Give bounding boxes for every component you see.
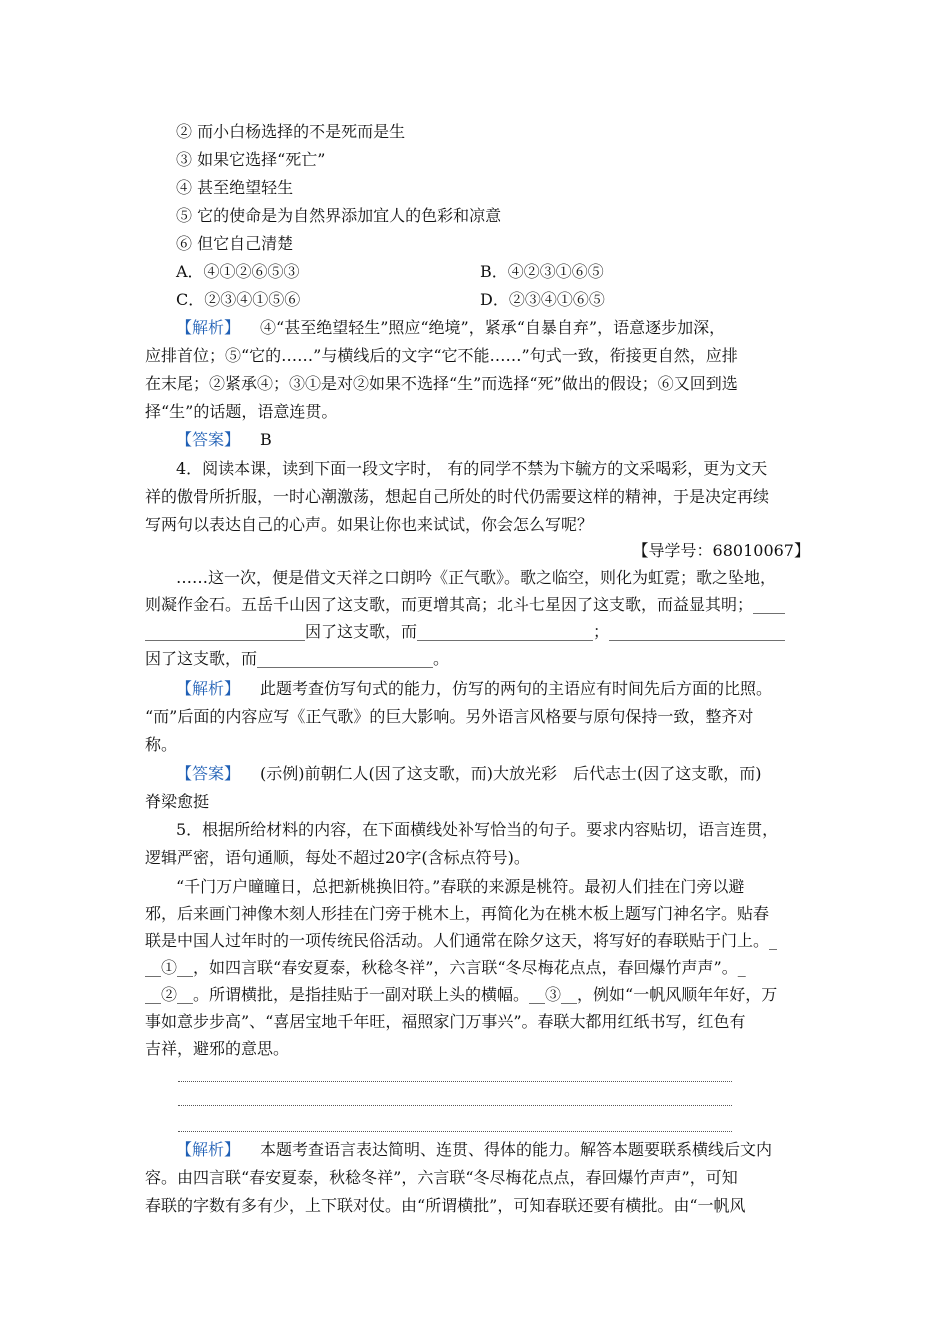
option-item-2: ② 而小白杨选择的不是死而是生 xyxy=(176,122,406,141)
answer-tag: 【答案】 xyxy=(176,430,241,449)
choice-b: B．④②③①⑥⑤ xyxy=(480,262,604,281)
answer-rule-3 xyxy=(178,1131,732,1132)
q5-analysis-line-1 xyxy=(176,1139,772,1161)
option-item-5: ⑤ 它的使命是为自然界添加宜人的色彩和凉意 xyxy=(176,206,502,225)
q5-analysis-line-2: 容。由四言联“春安夏泰，秋稔冬祥”，六言联“冬尽梅花点点，春回爆竹声声”，可知 xyxy=(145,1168,738,1187)
q4-stem-line-3: 写两句以表达自己的心声。如果让你也来试试，你会怎么写呢？ xyxy=(145,515,594,534)
q5-passage-line-5 xyxy=(145,984,777,1006)
q5-passage-line-3: 联是中国人过年时的一项传统民俗活动。人们通常在除夕这天，将写好的春联贴于门上。_ xyxy=(145,931,778,950)
q4-passage-line-4: 因了这支歌，而______________________。 xyxy=(145,649,450,668)
q5-stem-line-1: 5．根据所给材料的内容，在下面横线处补写恰当的句子。要求内容贴切，语言连贯， xyxy=(176,820,779,839)
q4-analysis-line-3: 称。 xyxy=(145,735,178,754)
q5-passage-line-1: “千门万户曈曈日，总把新桃换旧符。”春联的来源是桃符。最初人们挂在门旁以避 xyxy=(176,877,745,896)
blank-3: __③__ xyxy=(529,985,578,1004)
answer-tag: 【答案】 xyxy=(176,764,241,783)
q4-answer-line-1 xyxy=(176,763,761,785)
analysis-text: ④“甚至绝望轻生”照应“绝境”，紧承“自暴自弃”，语意逐步加深， xyxy=(260,318,726,337)
q4-stem-line-1: 4．阅读本课，读到下面一段文字时， 有的同学不禁为卞毓方的文采喝彩，更为文天 xyxy=(176,459,768,478)
q4-passage-line-2: 则凝作金石。五岳千山因了这支歌，而更增其高；北斗七星因了这支歌，而益显其明；____ xyxy=(145,595,786,614)
passage-text: 。所谓横批，是指挂贴于一副对联上头的横幅。 xyxy=(193,985,530,1004)
answer-text: (示例)前朝仁人(因了这支歌，而)大放光彩 后代志士(因了这支歌，而) xyxy=(260,764,762,783)
q5-passage-line-4 xyxy=(145,957,746,979)
option-item-6: ⑥ 但它自己清楚 xyxy=(176,234,294,253)
q3-answer xyxy=(176,429,272,451)
guide-number: 【导学号：68010067】 xyxy=(632,541,810,560)
answer-rule-2 xyxy=(178,1105,732,1106)
analysis-text: 此题考查仿写句式的能力，仿写的两句的主语应有时间先后方面的比照。 xyxy=(260,679,773,698)
q4-answer-line-2: 脊梁愈挺 xyxy=(145,792,210,811)
q4-analysis-line-2: “而”后面的内容应写《正气歌》的巨大影响。另外语言风格要与原句保持一致，整齐对 xyxy=(145,707,754,726)
q5-stem-line-2: 逻辑严密，语句通顺，每处不超过20字(含标点符号)。 xyxy=(145,848,530,867)
analysis-tag: 【解析】 xyxy=(176,318,241,337)
passage-text: ，例如“一帆风顺年年好，万 xyxy=(577,985,778,1004)
q5-passage-line-2: 邪，后来画门神像木刻人形挂在门旁于桃木上，再简化为在桃木板上题写门神名字。贴春 xyxy=(145,904,770,923)
analysis-tag: 【解析】 xyxy=(176,679,241,698)
q4-stem-line-2: 祥的傲骨所折服，一时心潮激荡，想起自己所处的时代仍需要这样的精神，于是决定再续 xyxy=(145,487,770,506)
q4-passage-line-1: ……这一次，便是借文天祥之口朗吟《正气歌》。歌之临空，则化为虹霓；歌之坠地， xyxy=(176,568,777,587)
option-item-3: ③ 如果它选择“死亡” xyxy=(176,150,326,169)
q3-analysis-line-2: 应排首位；⑤“它的……”与横线后的文字“它不能……”句式一致，衔接更自然，应排 xyxy=(145,346,738,365)
answer-text: B xyxy=(260,430,272,449)
choice-a: A．④①②⑥⑤③ xyxy=(176,262,300,281)
option-item-4: ④ 甚至绝望轻生 xyxy=(176,178,294,197)
analysis-tag: 【解析】 xyxy=(176,1140,241,1159)
blank-1: __①__ xyxy=(145,958,194,977)
choice-c: C．②③④①⑤⑥ xyxy=(176,290,301,309)
q5-analysis-line-3: 春联的字数有多有少，上下联对仗。由“所谓横批”，可知春联还要有横批。由“一帆风 xyxy=(145,1196,746,1215)
q4-passage-line-3: ____________________因了这支歌，而______________________；______________________ xyxy=(145,622,786,641)
q3-analysis-line-4: 择“生”的话题，语意连贯。 xyxy=(145,402,338,421)
q5-passage-line-6: 事如意步步高”、“喜居宝地千年旺，福照家门万事兴”。春联大都用红纸书写，红色有 xyxy=(145,1012,746,1031)
passage-text: ，如四言联“春安夏泰，秋稔冬祥”，六言联“冬尽梅花点点，春回爆竹声声”。_ xyxy=(193,958,746,977)
choice-d: D．②③④①⑥⑤ xyxy=(480,290,605,309)
answer-rule-1 xyxy=(178,1081,732,1082)
q3-analysis-line-1 xyxy=(176,317,725,339)
q4-analysis-line-1 xyxy=(176,678,772,700)
blank-2: __②__ xyxy=(145,985,194,1004)
q3-analysis-line-3: 在末尾；②紧承④；③①是对②如果不选择“生”而选择“死”做出的假设；⑥又回到选 xyxy=(145,374,738,393)
analysis-text: 本题考查语言表达简明、连贯、得体的能力。解答本题要联系横线后文内 xyxy=(260,1140,773,1159)
q5-passage-line-7: 吉祥，避邪的意思。 xyxy=(145,1039,290,1058)
